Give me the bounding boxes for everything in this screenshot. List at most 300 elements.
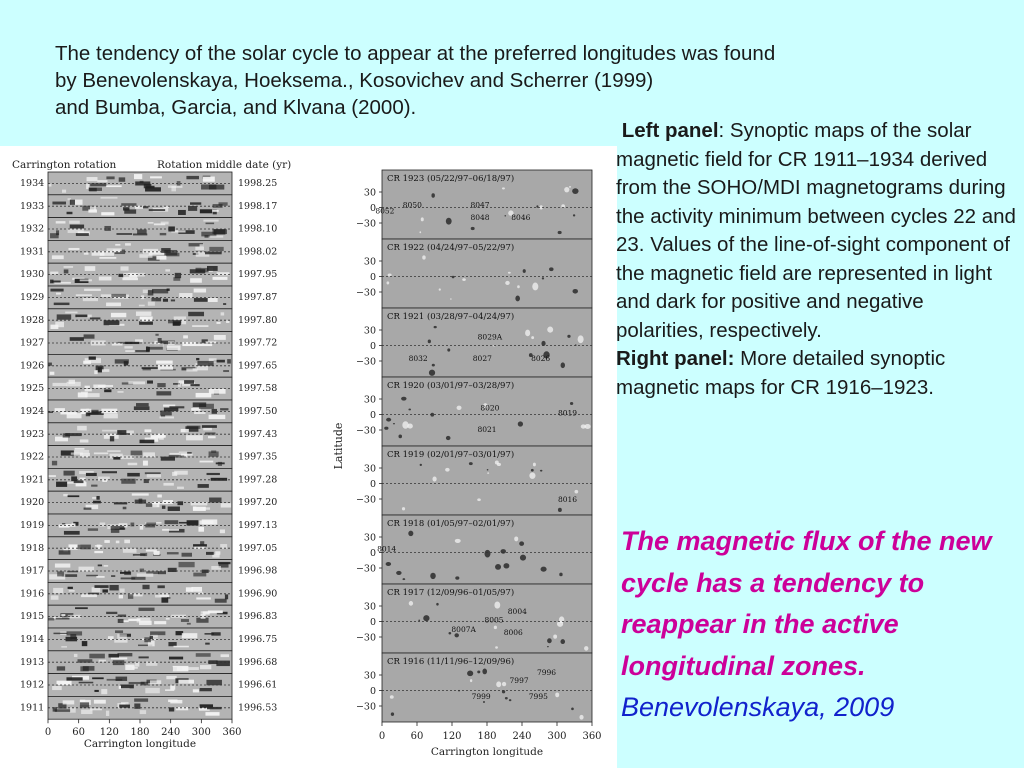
- flux-patch: [119, 595, 123, 598]
- flux-patch: [100, 251, 114, 256]
- flux-patch: [68, 587, 73, 589]
- magnetic-spot: [477, 670, 480, 673]
- flux-patch: [89, 654, 105, 659]
- flux-patch: [102, 430, 117, 432]
- flux-patch: [101, 212, 114, 215]
- rotation-label: 1920: [20, 497, 45, 509]
- x-tick-label: 300: [191, 727, 211, 739]
- flux-patch: [56, 293, 61, 295]
- flux-patch: [98, 565, 102, 567]
- flux-patch: [134, 698, 148, 701]
- flux-patch: [66, 677, 82, 680]
- flux-patch: [140, 440, 155, 444]
- magnetic-spot: [505, 281, 510, 285]
- magnetic-spot: [470, 679, 472, 682]
- magnetic-spot: [471, 227, 475, 230]
- flux-patch: [125, 350, 135, 352]
- magnetic-spot: [494, 601, 500, 608]
- flux-patch: [158, 364, 173, 369]
- flux-patch: [69, 221, 80, 224]
- magnetic-spot: [398, 435, 402, 439]
- flux-patch: [76, 233, 89, 236]
- flux-patch: [68, 248, 79, 250]
- flux-patch: [150, 631, 165, 635]
- flux-patch: [60, 412, 76, 414]
- x-axis-label: Carrington longitude: [83, 738, 197, 751]
- flux-patch: [217, 272, 230, 275]
- x-tick-label: 0: [44, 727, 52, 739]
- flux-patch: [104, 414, 118, 419]
- flux-patch: [84, 508, 92, 510]
- flux-patch: [150, 176, 162, 178]
- x-tick-label: 120: [99, 727, 119, 739]
- flux-patch: [200, 688, 212, 691]
- magnetic-spot: [547, 327, 553, 333]
- y-tick-label: 0: [369, 341, 376, 352]
- magnetic-spot: [462, 278, 466, 281]
- magnetic-spot: [421, 217, 424, 221]
- flux-patch: [71, 452, 83, 454]
- flux-patch: [182, 553, 192, 557]
- flux-patch: [183, 335, 188, 338]
- flux-patch: [203, 177, 215, 182]
- flux-patch: [206, 552, 214, 555]
- flux-patch: [156, 391, 171, 395]
- flux-patch: [227, 359, 231, 363]
- rotation-label: 1928: [20, 314, 45, 326]
- flux-patch: [57, 314, 71, 319]
- flux-patch: [123, 273, 137, 278]
- flux-patch: [50, 325, 58, 329]
- magnetic-spot: [428, 339, 431, 343]
- magnetic-spot: [387, 281, 390, 284]
- flux-patch: [156, 361, 173, 364]
- flux-patch: [62, 190, 66, 193]
- date-label: 1996.53: [238, 702, 278, 714]
- flux-patch: [148, 302, 155, 306]
- flux-patch: [171, 186, 176, 191]
- flux-patch: [59, 550, 71, 554]
- flux-patch: [75, 607, 88, 609]
- flux-patch: [213, 277, 228, 280]
- flux-patch: [143, 452, 155, 457]
- flux-patch: [157, 494, 161, 497]
- region-label: 8029A: [477, 332, 503, 342]
- flux-patch: [221, 654, 229, 657]
- magnetic-spot: [420, 464, 422, 466]
- flux-patch: [179, 522, 190, 524]
- flux-patch: [172, 472, 177, 476]
- x-tick-label: 120: [442, 731, 462, 742]
- flux-patch: [128, 463, 138, 465]
- rotation-label: 1914: [20, 634, 45, 645]
- magnetic-spot: [564, 187, 569, 192]
- flux-patch: [117, 653, 132, 656]
- flux-patch: [119, 177, 125, 181]
- flux-patch: [64, 471, 75, 476]
- y-tick-label: 0: [369, 479, 376, 490]
- flux-patch: [124, 361, 128, 365]
- map-title: CR 1920 (03/01/97–03/28/97): [387, 381, 515, 391]
- flux-patch: [94, 551, 103, 553]
- magnetic-spot: [559, 573, 562, 577]
- flux-patch: [64, 531, 80, 535]
- region-label: 7997: [509, 676, 529, 686]
- flux-patch: [167, 552, 179, 554]
- magnetic-spot: [390, 695, 394, 699]
- rotation-label: 1933: [20, 200, 45, 212]
- flux-patch: [94, 700, 106, 704]
- flux-patch: [181, 454, 193, 456]
- magnetic-spot: [402, 421, 408, 428]
- map-title: CR 1922 (04/24/97–05/22/97): [387, 243, 515, 253]
- magnetic-spot: [436, 603, 438, 606]
- flux-patch: [194, 412, 205, 414]
- right-panel-description: More detailed synoptic magnetic maps for CR 1916–1923.: [616, 347, 946, 399]
- y-tick-label: 30: [363, 256, 376, 268]
- flux-patch: [225, 594, 228, 599]
- date-label: 1997.65: [238, 360, 278, 372]
- flux-patch: [86, 412, 91, 416]
- left-panel-label: Left panel: [621, 119, 719, 142]
- flux-patch: [190, 384, 199, 386]
- flux-patch: [104, 540, 109, 543]
- magnetic-spot: [455, 576, 459, 579]
- flux-patch: [96, 496, 99, 500]
- flux-patch: [170, 685, 175, 689]
- flux-patch: [173, 646, 188, 648]
- flux-patch: [107, 679, 123, 681]
- flux-patch: [165, 520, 179, 524]
- flux-patch: [67, 382, 81, 387]
- flux-patch: [207, 473, 220, 475]
- map-title: CR 1917 (12/09/96–01/05/97): [387, 588, 515, 598]
- magnetic-spot: [484, 550, 490, 558]
- x-tick-label: 180: [130, 727, 150, 739]
- x-tick-label: 60: [410, 731, 424, 742]
- flux-patch: [147, 380, 153, 383]
- flux-patch: [211, 478, 227, 481]
- flux-patch: [124, 209, 136, 213]
- flux-patch: [99, 660, 106, 662]
- flux-patch: [148, 222, 154, 224]
- flux-patch: [117, 391, 123, 393]
- region-label: 8014: [377, 544, 397, 554]
- date-label: 1997.13: [238, 520, 278, 531]
- rotation-label: 1927: [20, 337, 45, 349]
- magnetic-spot: [455, 539, 461, 543]
- region-label: 8032: [408, 354, 428, 364]
- date-label: 1998.10: [238, 223, 278, 235]
- date-label: 1997.80: [238, 314, 278, 326]
- right-panel-caption: [616, 345, 1016, 402]
- flux-patch: [216, 322, 220, 324]
- flux-patch: [168, 507, 180, 511]
- flux-patch: [57, 666, 65, 670]
- flux-patch: [48, 618, 54, 621]
- magnetic-spot: [553, 635, 557, 639]
- flux-patch: [50, 372, 55, 375]
- y-tick-label: −30: [355, 563, 376, 575]
- flux-patch: [195, 247, 204, 250]
- flux-patch: [186, 435, 203, 440]
- flux-patch: [143, 461, 148, 466]
- map-title: CR 1916 (11/11/96–12/09/96): [387, 657, 515, 667]
- flux-patch: [108, 654, 119, 658]
- flux-patch: [136, 403, 149, 406]
- flux-patch: [134, 406, 150, 410]
- date-label: 1997.72: [238, 337, 278, 349]
- left-panel-caption: [608, 117, 1016, 345]
- flux-patch: [110, 436, 114, 441]
- flux-patch: [53, 383, 67, 386]
- flux-patch: [121, 685, 134, 689]
- flux-patch: [139, 305, 145, 307]
- flux-patch: [124, 346, 132, 348]
- flux-patch: [177, 487, 184, 489]
- flux-patch: [192, 325, 208, 327]
- flux-patch: [124, 540, 130, 544]
- flux-patch: [118, 619, 124, 623]
- flux-patch: [52, 255, 64, 259]
- date-label: 1998.25: [238, 178, 278, 189]
- flux-patch: [89, 356, 96, 359]
- flux-patch: [56, 618, 70, 620]
- rotation-label: 1918: [20, 542, 45, 554]
- magnetic-spot: [452, 276, 455, 279]
- magnetic-spot: [505, 697, 508, 699]
- flux-patch: [181, 429, 189, 432]
- flux-patch: [86, 473, 97, 476]
- flux-patch: [70, 707, 76, 712]
- region-label: 8019: [557, 408, 578, 418]
- flux-patch: [84, 289, 101, 291]
- flux-patch: [205, 341, 216, 343]
- flux-patch: [144, 429, 151, 432]
- flux-patch: [52, 461, 57, 466]
- flux-patch: [178, 562, 194, 567]
- flux-patch: [200, 665, 211, 669]
- flux-patch: [190, 202, 201, 204]
- magnetic-spot: [547, 638, 552, 643]
- flux-patch: [135, 350, 150, 352]
- magnetic-spot: [430, 573, 436, 579]
- highlight-quote: [621, 521, 1024, 729]
- flux-patch: [88, 209, 97, 212]
- magnetic-spot: [408, 531, 413, 536]
- magnetic-spot: [558, 231, 562, 234]
- flux-patch: [125, 665, 134, 670]
- flux-patch: [210, 236, 223, 238]
- flux-patch: [221, 503, 231, 507]
- date-label: 1996.68: [238, 656, 278, 668]
- flux-patch: [169, 406, 184, 408]
- flux-patch: [63, 494, 68, 496]
- flux-patch: [92, 677, 104, 679]
- rotation-label: 1911: [20, 702, 45, 714]
- flux-patch: [101, 689, 107, 694]
- date-label: 1996.90: [238, 588, 278, 600]
- flux-patch: [200, 244, 204, 247]
- flux-patch: [197, 361, 213, 366]
- flux-patch: [190, 278, 202, 283]
- magnetic-spot: [401, 397, 406, 401]
- magnetic-spot: [561, 362, 565, 368]
- date-label: 1997.20: [238, 497, 278, 509]
- y-tick-label: −30: [355, 701, 376, 713]
- flux-patch: [80, 279, 92, 281]
- magnetic-spot: [560, 639, 565, 644]
- magnetic-spot: [569, 186, 571, 188]
- y-tick-label: 0: [369, 203, 376, 214]
- y-tick-label: −30: [355, 287, 376, 299]
- magnetic-spot: [578, 335, 584, 343]
- magnetic-spot: [523, 269, 526, 273]
- flux-patch: [64, 269, 69, 273]
- magnetic-spot: [533, 463, 536, 467]
- flux-patch: [97, 180, 107, 182]
- flux-patch: [186, 176, 199, 179]
- magnetic-spot: [386, 418, 391, 422]
- flux-patch: [186, 368, 197, 371]
- flux-patch: [49, 475, 56, 477]
- region-label: 8026: [531, 354, 551, 364]
- magnetic-spot: [494, 626, 497, 630]
- flux-patch: [82, 641, 87, 646]
- right-panel-label: Right panel:: [616, 347, 735, 370]
- flux-patch: [78, 545, 91, 550]
- magnetic-spot: [532, 283, 538, 291]
- flux-patch: [128, 594, 133, 599]
- flux-patch: [69, 590, 75, 592]
- flux-patch: [206, 223, 215, 225]
- map-title: CR 1918 (01/05/97–02/01/97): [387, 519, 515, 529]
- flux-patch: [50, 280, 53, 284]
- flux-patch: [208, 436, 216, 438]
- flux-patch: [193, 507, 206, 511]
- magnetic-spot: [574, 490, 578, 494]
- flux-patch: [117, 634, 127, 639]
- flux-patch: [200, 541, 204, 544]
- magnetic-spot: [573, 214, 575, 216]
- flux-patch: [123, 548, 137, 552]
- flux-patch: [94, 452, 108, 454]
- region-label: 8046: [511, 212, 531, 222]
- date-label: 1997.58: [238, 383, 278, 395]
- magnetic-spot: [388, 274, 392, 277]
- magnetic-spot: [508, 272, 511, 274]
- region-label: 8052: [375, 206, 395, 216]
- x-axis-label: Carrington longitude: [430, 746, 544, 758]
- flux-patch: [220, 529, 225, 533]
- flux-patch: [115, 630, 123, 633]
- flux-patch: [139, 254, 152, 258]
- rotation-label: 1934: [20, 178, 45, 189]
- magnetic-spot: [432, 364, 435, 367]
- flux-patch: [193, 573, 206, 577]
- magnetic-spot: [423, 615, 429, 621]
- intro-text: [55, 40, 975, 121]
- flux-patch: [196, 268, 209, 273]
- flux-patch: [96, 576, 104, 578]
- flux-patch: [149, 209, 165, 211]
- flux-patch: [196, 597, 211, 599]
- flux-patch: [163, 483, 173, 486]
- caption-block: [616, 117, 1016, 402]
- magnetic-spot: [396, 571, 401, 575]
- flux-patch: [106, 176, 114, 179]
- flux-patch: [67, 212, 73, 214]
- flux-patch: [177, 501, 183, 505]
- y-tick-label: 30: [363, 187, 376, 199]
- flux-patch: [173, 322, 180, 326]
- magnetic-spot: [547, 646, 549, 647]
- flux-patch: [165, 269, 170, 271]
- magnetic-spot: [584, 646, 588, 651]
- date-label: 1997.35: [238, 451, 278, 463]
- magnetic-spot: [402, 578, 405, 580]
- magnetic-spot: [502, 187, 505, 189]
- flux-patch: [198, 527, 204, 532]
- magnetic-spot: [446, 218, 452, 225]
- flux-patch: [135, 339, 143, 342]
- region-label: 8005: [484, 615, 504, 625]
- flux-patch: [175, 273, 181, 278]
- magnetic-spot: [445, 468, 449, 472]
- y-tick-label: 0: [369, 686, 376, 697]
- flux-patch: [84, 334, 95, 338]
- flux-patch: [187, 623, 191, 625]
- y-tick-label: −30: [355, 218, 376, 230]
- flux-patch: [80, 700, 85, 702]
- flux-patch: [205, 712, 219, 716]
- flux-patch: [125, 243, 131, 245]
- y-tick-label: 0: [369, 617, 376, 628]
- flux-patch: [221, 312, 224, 315]
- flux-patch: [113, 660, 125, 665]
- y-tick-label: −30: [355, 494, 376, 506]
- magnetic-spot: [502, 682, 506, 686]
- magnetic-spot: [495, 564, 501, 570]
- magnetic-spot: [572, 289, 578, 294]
- flux-patch: [169, 657, 183, 660]
- flux-patch: [99, 276, 112, 280]
- region-label: 8006: [503, 628, 523, 638]
- flux-patch: [187, 426, 201, 429]
- flux-patch: [191, 587, 202, 592]
- flux-patch: [55, 709, 71, 712]
- flux-patch: [80, 439, 89, 442]
- flux-patch: [94, 690, 98, 692]
- flux-patch: [207, 298, 217, 302]
- flux-patch: [219, 202, 228, 205]
- flux-patch: [163, 500, 173, 504]
- magnetic-spot: [529, 472, 535, 479]
- x-tick-label: 240: [512, 731, 532, 742]
- flux-patch: [92, 497, 96, 499]
- flux-patch: [209, 185, 224, 190]
- flux-patch: [93, 385, 105, 388]
- flux-patch: [145, 688, 160, 693]
- date-label: 1996.75: [238, 634, 278, 645]
- magnetic-spot: [519, 541, 524, 546]
- flux-patch: [106, 185, 122, 187]
- x-tick-label: 300: [547, 731, 567, 742]
- flux-patch: [70, 225, 84, 229]
- flux-patch: [85, 266, 96, 271]
- flux-patch: [196, 358, 199, 360]
- flux-patch: [71, 476, 77, 481]
